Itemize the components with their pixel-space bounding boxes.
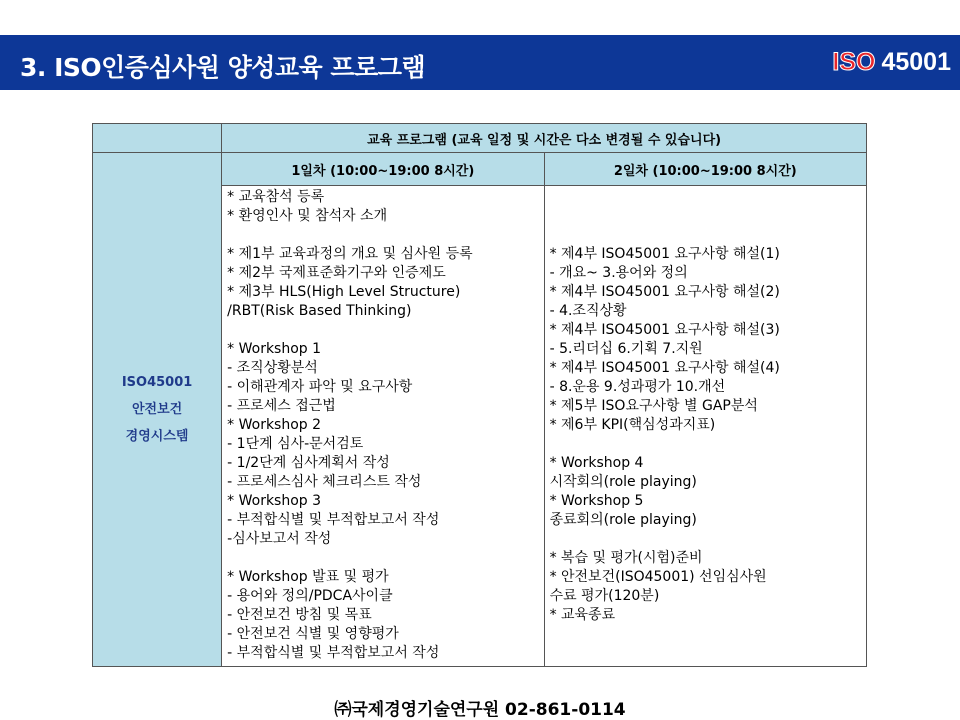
day2-lines xyxy=(545,186,866,625)
schedule-line: - 부적합식별 및 부적합보고서 작성 xyxy=(227,512,440,528)
schedule-line: * Workshop 2 xyxy=(227,417,322,433)
schedule-line: - 프로세스 접근법 xyxy=(227,398,336,414)
schedule-line: * Workshop 5 xyxy=(549,493,644,509)
schedule-line: - 5.리더십 6.기획 7.지원 xyxy=(549,341,703,357)
schedule-line: * 제4부 ISO45001 요구사항 해설(2) xyxy=(549,284,780,300)
empty-corner-cell xyxy=(93,124,222,153)
subject-line-2: 안전보건 xyxy=(131,402,183,417)
schedule-line xyxy=(550,207,866,226)
subject-cell xyxy=(93,153,222,667)
page-title: 3. ISO인증심사원 양성교육 프로그램 xyxy=(20,53,426,82)
schedule-line xyxy=(550,226,866,245)
program-table xyxy=(92,123,867,667)
day2-schedule xyxy=(544,186,866,667)
schedule-line: * Workshop 3 xyxy=(227,493,322,509)
iso-45001-logo xyxy=(832,48,951,77)
schedule-line: * 제4부 ISO45001 요구사항 해설(1) xyxy=(549,246,780,262)
schedule-line: - 용어와 정의/PDCA사이클 xyxy=(227,588,393,604)
schedule-line: - 안전보건 방침 및 목표 xyxy=(227,607,372,623)
schedule-line: /RBT(Risk Based Thinking) xyxy=(227,303,412,319)
schedule-line xyxy=(550,188,866,207)
schedule-line: * 제5부 ISO요구사항 별 GAP분석 xyxy=(549,398,758,414)
schedule-line xyxy=(227,226,543,245)
subject-line-1: ISO45001 xyxy=(121,375,193,390)
schedule-line xyxy=(550,435,866,454)
schedule-line: - 부적합식별 및 부적합보고서 작성 xyxy=(227,645,440,661)
schedule-line: - 프로세스심사 체크리스트 작성 xyxy=(227,474,422,490)
day1-lines xyxy=(222,186,543,663)
schedule-line: 수료 평가(120분) xyxy=(549,588,660,604)
schedule-line: * 제1부 교육과정의 개요 및 심사원 등록 xyxy=(227,246,473,262)
schedule-line xyxy=(550,530,866,549)
schedule-line: * 제3부 HLS(High Level Structure) xyxy=(227,284,461,300)
schedule-line: -심사보고서 작성 xyxy=(227,531,332,547)
subject-line-3: 경영시스템 xyxy=(125,429,189,444)
schedule-line: 종료회의(role playing) xyxy=(549,512,697,528)
logo-iso-text: ISO xyxy=(832,48,876,76)
schedule-line: * 복습 및 평가(시험)준비 xyxy=(549,550,703,566)
day1-header: 1일차 (10:00~19:00 8시간) xyxy=(222,153,544,186)
schedule-line: * Workshop 4 xyxy=(549,455,644,471)
schedule-line: - 안전보건 식별 및 영향평가 xyxy=(227,626,399,642)
day1-schedule xyxy=(222,186,544,667)
schedule-line: * 제4부 ISO45001 요구사항 해설(3) xyxy=(549,322,780,338)
schedule-line: * 안전보건(ISO45001) 선임심사원 xyxy=(549,569,767,585)
schedule-line xyxy=(227,549,543,568)
schedule-line: - 1단계 심사-문서검토 xyxy=(227,436,364,452)
schedule-line: * 제2부 국제표준화기구와 인증제도 xyxy=(227,265,446,281)
schedule-line: - 이해관계자 파악 및 요구사항 xyxy=(227,379,413,395)
title-banner xyxy=(0,35,960,90)
schedule-line: - 8.운용 9.성과평가 10.개선 xyxy=(549,379,726,395)
schedule-line: - 1/2단계 심사계획서 작성 xyxy=(227,455,390,471)
schedule-line: * 교육종료 xyxy=(549,607,616,623)
schedule-line: - 4.조직상황 xyxy=(549,303,627,319)
logo-number-text: 45001 xyxy=(881,48,951,76)
program-header: 교육 프로그램 (교육 일정 및 시간은 다소 변경될 수 있습니다) xyxy=(222,124,867,153)
schedule-line: * Workshop 1 xyxy=(227,341,322,357)
schedule-line: * 교육참석 등록 xyxy=(227,189,325,205)
schedule-line: * Workshop 발표 및 평가 xyxy=(227,569,389,585)
schedule-line: - 조직상황분석 xyxy=(227,360,318,376)
day2-header: 2일차 (10:00~19:00 8시간) xyxy=(544,153,866,186)
schedule-line: - 개요~ 3.용어와 정의 xyxy=(549,265,688,281)
schedule-line: * 환영인사 및 참석자 소개 xyxy=(227,208,388,224)
schedule-line xyxy=(227,321,543,340)
schedule-line: * 제6부 KPI(핵심성과지표) xyxy=(549,417,716,433)
schedule-line: 시작회의(role playing) xyxy=(549,474,697,490)
footer-contact: ㈜국제경영기술연구원 02-861-0114 xyxy=(334,700,626,720)
schedule-line: * 제4부 ISO45001 요구사항 해설(4) xyxy=(549,360,780,376)
